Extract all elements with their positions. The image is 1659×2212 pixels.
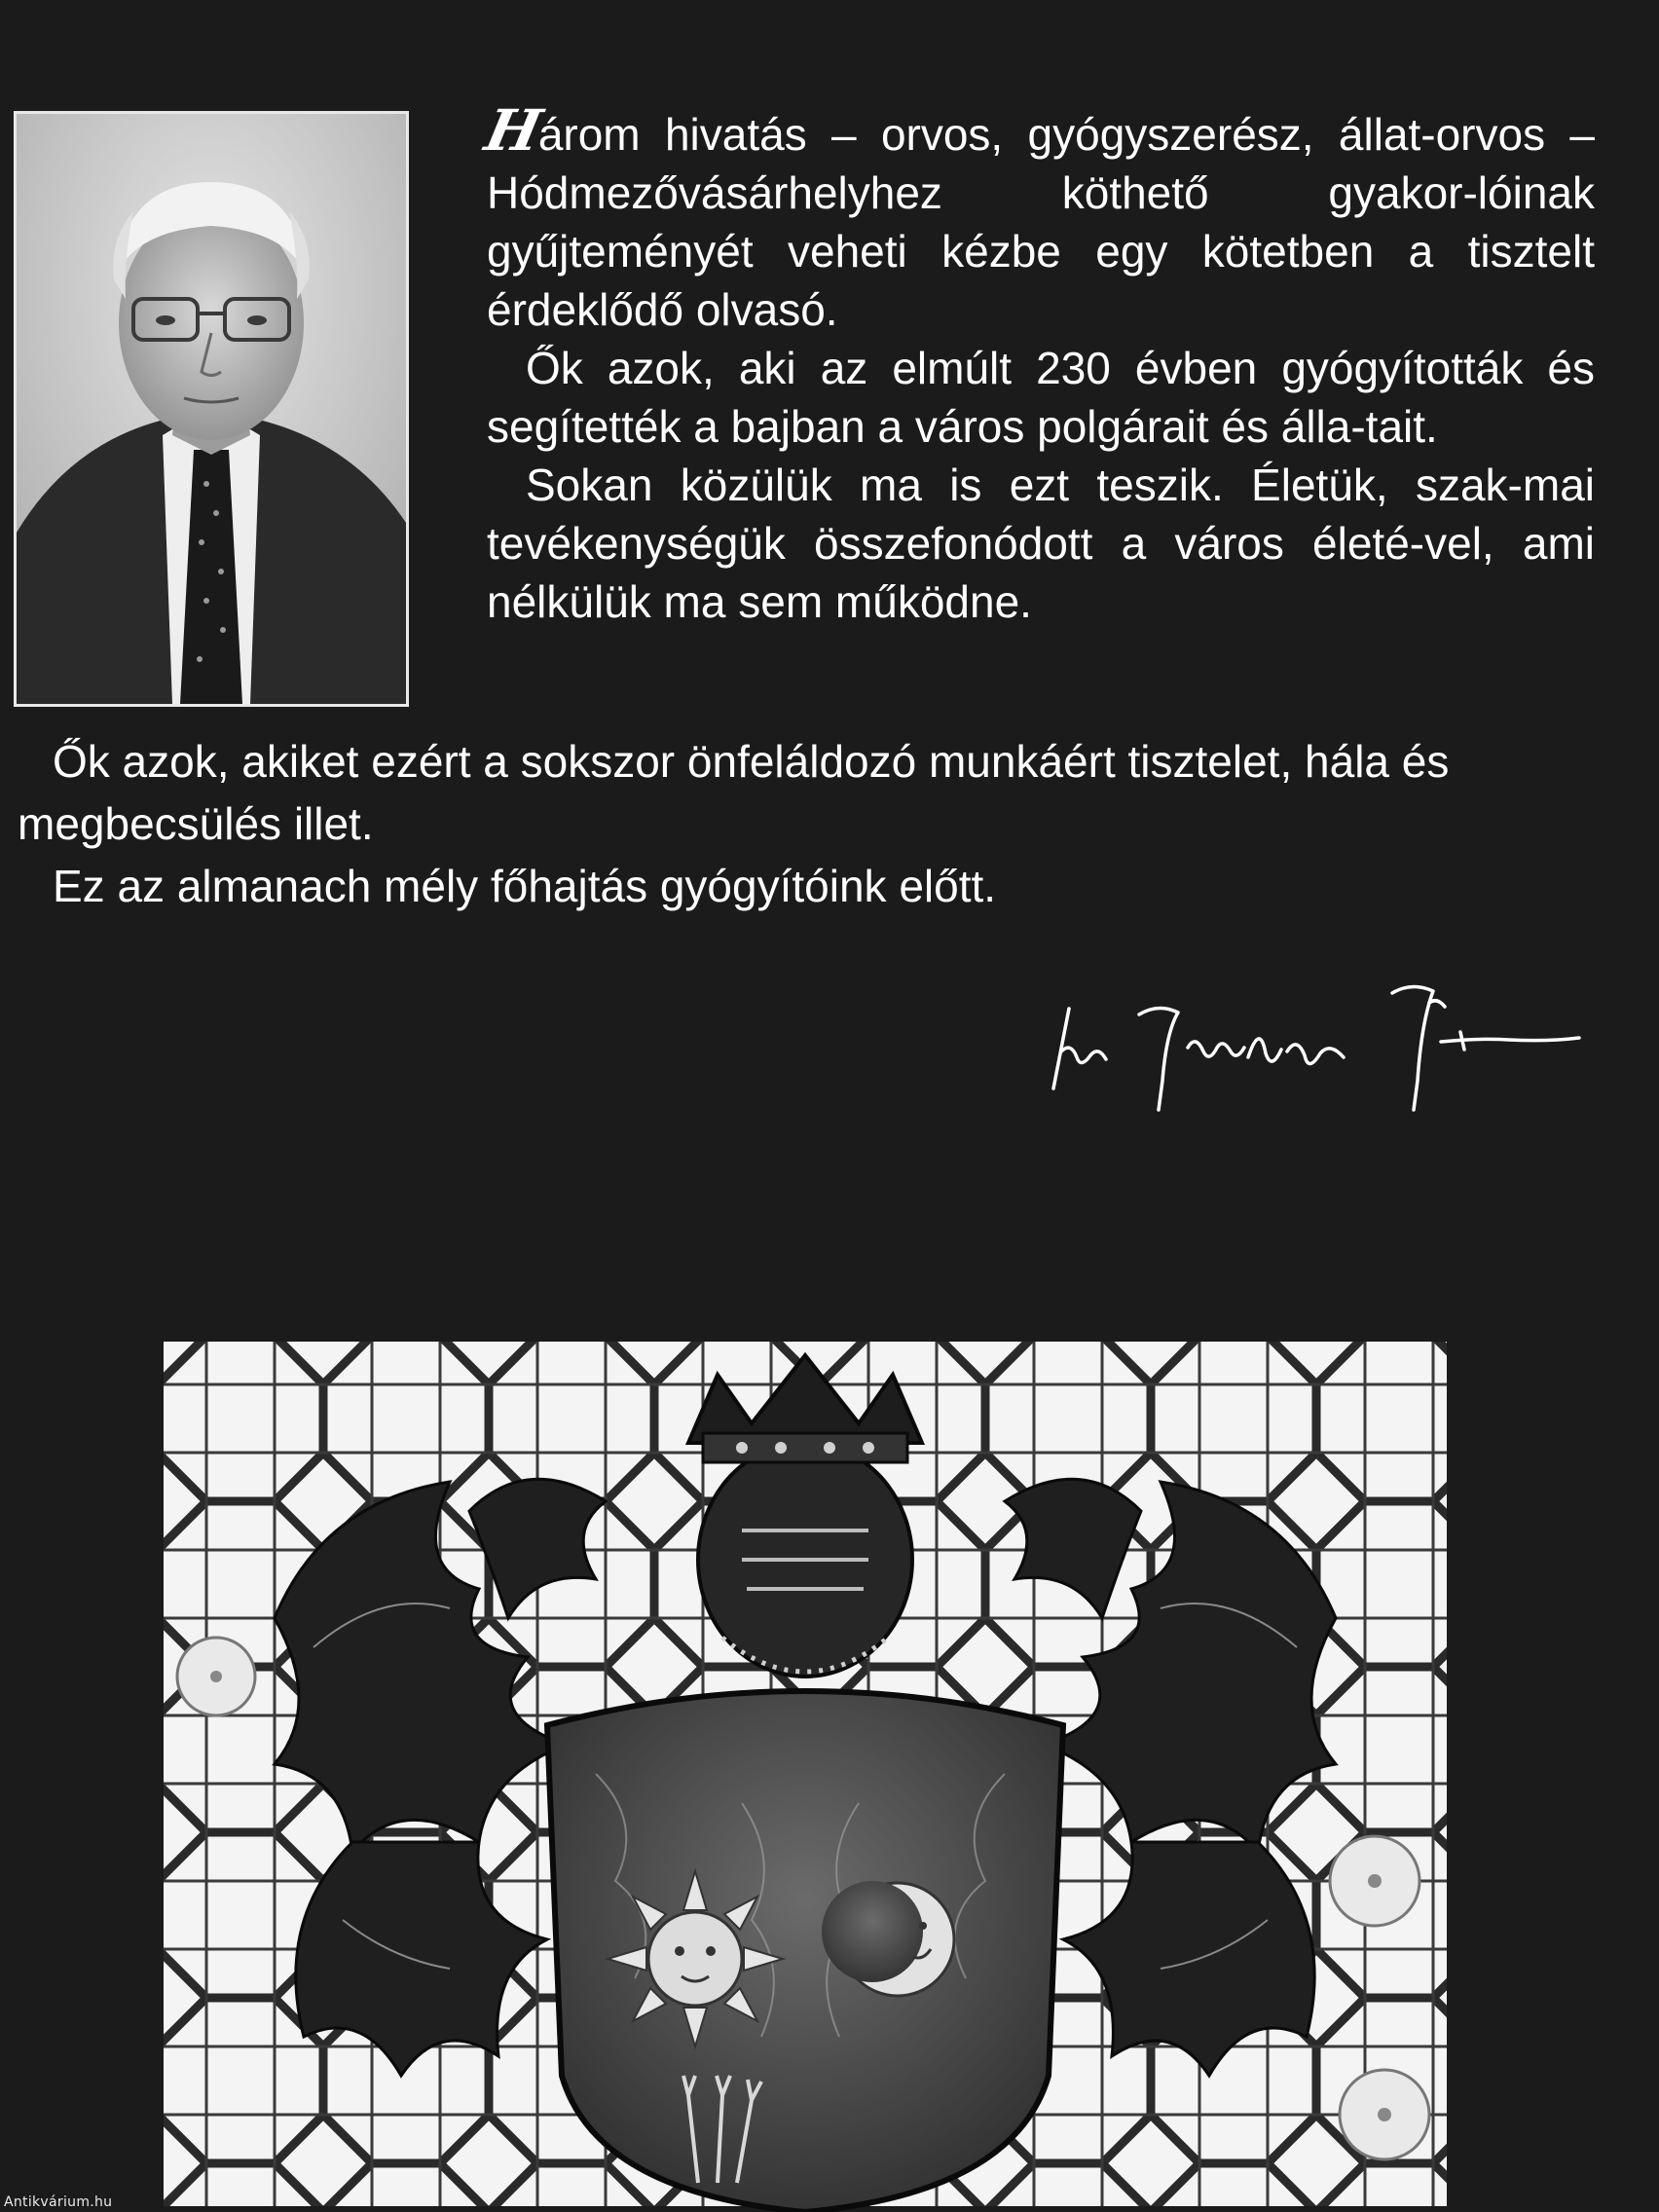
portrait-image bbox=[17, 114, 406, 704]
footer-credit: Antikvárium.hu bbox=[4, 2194, 113, 2210]
closing-text bbox=[18, 730, 1595, 917]
paragraph-1-text: árom hivatás – orvos, gyógyszerész, állat-orvos – Hódmezővásárhelyhez köthető gyakor-lóinak gyűjteményét veheti kézbe egy kötetben a tisztelt érdeklődő olvasó. bbox=[487, 109, 1595, 335]
paragraph-2: Ők azok, aki az elmúlt 230 évben gyógyították és segítették a bajban a város polgárait és álla-tait. bbox=[487, 343, 1595, 452]
paragraph-5: Ez az almanach mély főhajtás gyógyítóink előtt. bbox=[53, 861, 997, 911]
paragraph-3: Sokan közülük ma is ezt teszik. Életük, szak-mai tevékenységük összefonódott a város életé-vel, ami nélkülük ma sem működne. bbox=[487, 460, 1595, 627]
stained-glass-image bbox=[158, 1336, 1453, 2212]
dropcap-letter: H bbox=[479, 97, 546, 164]
paragraph-1 bbox=[479, 97, 1595, 339]
paragraph-4: Ők azok, akiket ezért a sokszor önfeláldozó munkáért tisztelet, hála és megbecsülés illet. bbox=[18, 736, 1450, 849]
author-portrait-photo bbox=[14, 111, 409, 707]
handwritten-signature bbox=[1042, 964, 1587, 1120]
intro-text bbox=[479, 97, 1595, 631]
stained-glass-coat-of-arms bbox=[158, 1336, 1453, 2212]
